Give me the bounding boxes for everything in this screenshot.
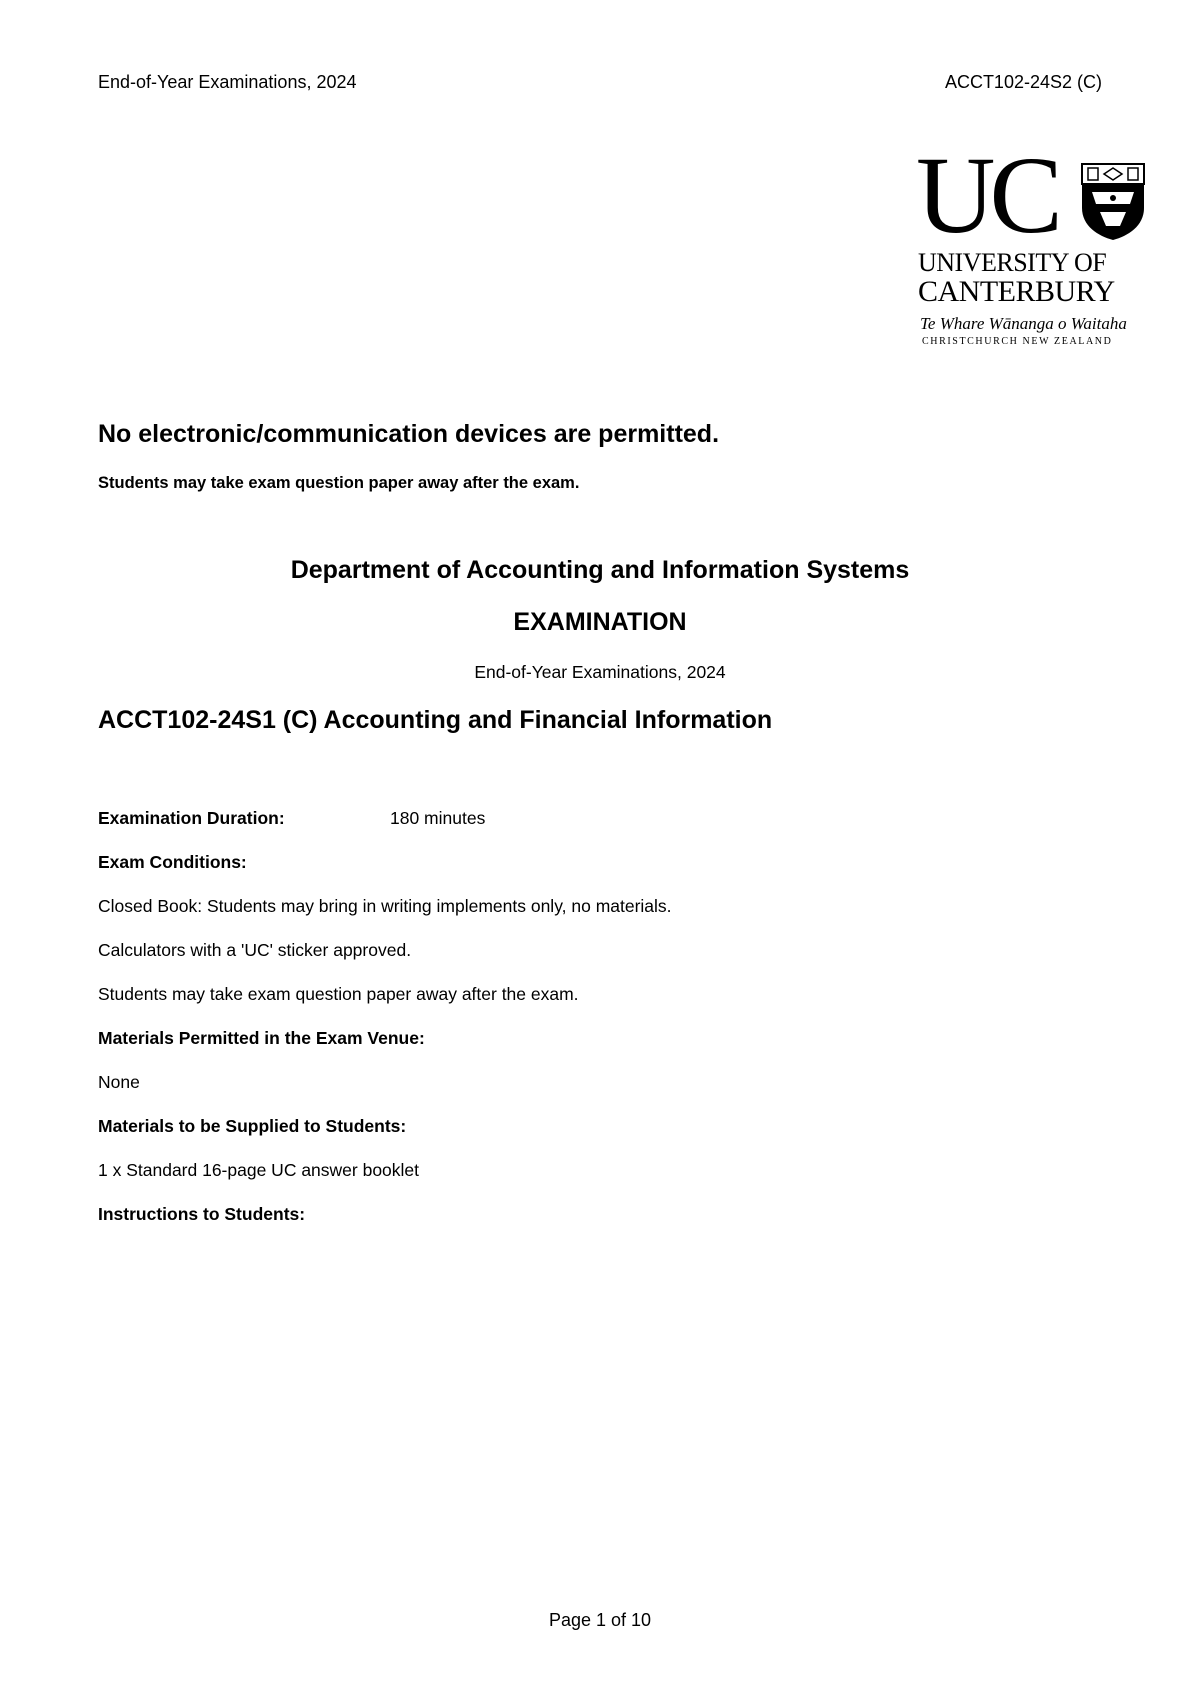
header-exam-period: End-of-Year Examinations, 2024 — [98, 72, 357, 92]
logo-university-of: UNIVERSITY OF — [918, 248, 1107, 277]
device-notice: No electronic/communication devices are permitted. — [98, 420, 720, 448]
crest-icon — [1080, 162, 1146, 242]
condition-calculators: Calculators with a 'UC' sticker approved. — [98, 940, 412, 960]
instructions-label: Instructions to Students: — [98, 1204, 306, 1224]
examination-heading: EXAMINATION — [513, 608, 687, 636]
department-title: Department of Accounting and Information Systems — [290, 556, 910, 584]
logo-uc-letters: UC — [916, 134, 1057, 256]
page-number: Page 1 of 10 — [548, 1610, 652, 1630]
permitted-label: Materials Permitted in the Exam Venue: — [98, 1028, 425, 1048]
logo-city: CHRISTCHURCH NEW ZEALAND — [922, 336, 1113, 347]
supplied-label: Materials to be Supplied to Students: — [98, 1116, 407, 1136]
logo-maori-name: Te Whare Wānanga o Waitaha — [920, 314, 1127, 333]
supplied-value: 1 x Standard 16-page UC answer booklet — [98, 1160, 420, 1180]
university-logo — [916, 134, 1148, 352]
logo-canterbury: CANTERBURY — [918, 275, 1115, 308]
paper-notice: Students may take exam question paper away after the exam. — [98, 474, 580, 492]
condition-paper-away: Students may take exam question paper away after the exam. — [98, 984, 579, 1004]
condition-closed-book: Closed Book: Students may bring in writing implements only, no materials. — [98, 896, 672, 916]
exam-period: End-of-Year Examinations, 2024 — [474, 662, 726, 682]
conditions-label: Exam Conditions: — [98, 852, 247, 872]
duration-label: Examination Duration: — [98, 808, 285, 828]
permitted-value: None — [98, 1072, 140, 1092]
course-title: ACCT102-24S1 (C) Accounting and Financial Information — [98, 706, 773, 734]
header-course-code: ACCT102-24S2 (C) — [944, 72, 1102, 92]
duration-value: 180 minutes — [390, 808, 486, 828]
